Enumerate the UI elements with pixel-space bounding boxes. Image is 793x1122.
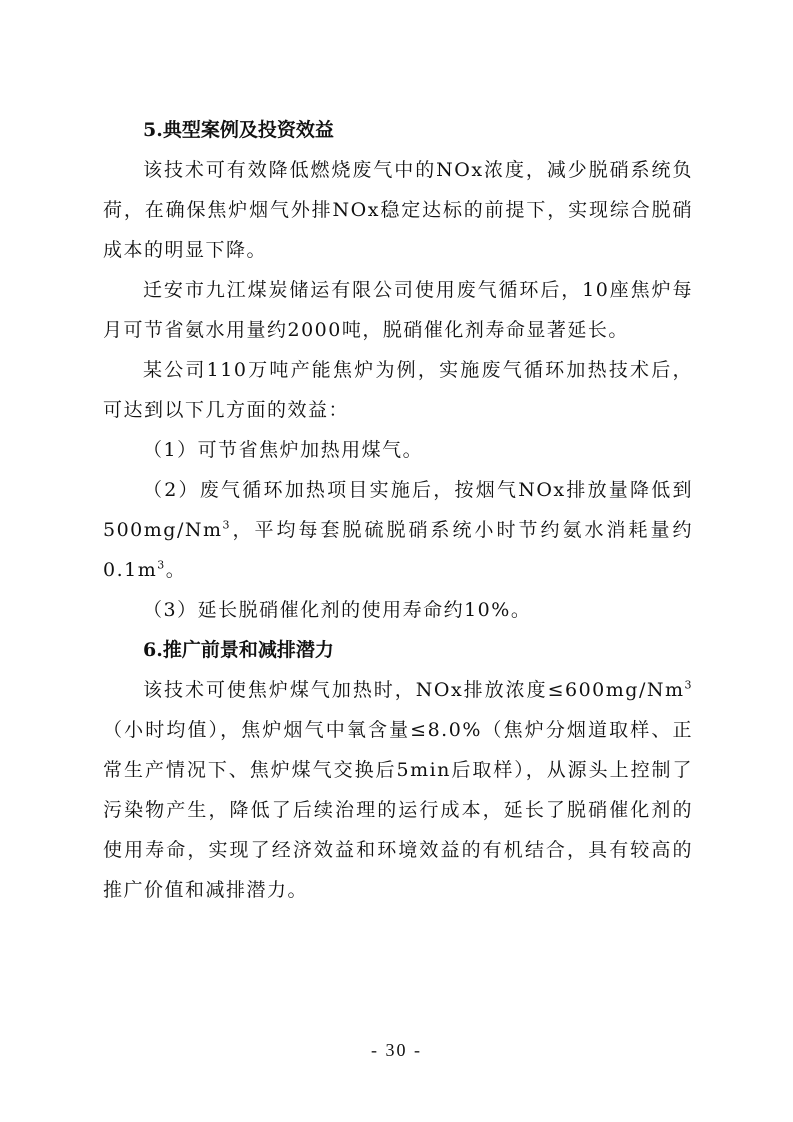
benefit-item-2-text-c: 。 <box>165 559 187 581</box>
paragraph-prospect-text-b: （小时均值），焦炉烟气中氧含量≤8.0%（焦炉分烟道取样、正常生产情况下、焦炉煤气交换后5min后取样），从源头上控制了污染物产生，降低了后续治理的运行成本，延长了脱硝催化剂的使用寿命，实现了经济效益和环境效益的有机结合，具有较高的推广价值和减排潜力。 <box>103 719 693 901</box>
section-heading-prospect: 6.推广前景和减排潜力 <box>143 639 334 661</box>
paragraph-prospect <box>103 670 693 910</box>
paragraph-case-intro: 该技术可有效降低燃烧废气中的NOx浓度，减少脱硝系统负荷，在确保焦炉烟气外排NOx稳定达标的前提下，实现综合脱硝成本的明显下降。 <box>103 159 693 261</box>
benefit-item-3: （3）延长脱硝催化剂的使用寿命约10%。 <box>143 599 532 621</box>
page-content <box>103 110 693 910</box>
page-number: - 30 - <box>371 1040 422 1060</box>
section-heading-case: 5.典型案例及投资效益 <box>143 119 334 141</box>
benefit-item-2-text-a: （2）废气循环加热项目实施后，按烟气NOx排放量降低到500mg/Nm <box>103 479 693 541</box>
benefit-item-2 <box>103 470 693 590</box>
superscript: 3 <box>157 558 166 572</box>
paragraph-case-example: 迁安市九江煤炭储运有限公司使用废气循环后，10座焦炉每月可节省氨水用量约2000吨，脱硝催化剂寿命显著延长。 <box>103 279 693 341</box>
benefit-item-2-text-b: ，平均每套脱硫脱硝系统小时节约氨水消耗量约0.1m <box>103 519 693 581</box>
paragraph-case-benefits-intro: 某公司110万吨产能焦炉为例，实施废气循环加热技术后，可达到以下几方面的效益： <box>103 359 693 421</box>
paragraph-prospect-text-a: 该技术可使焦炉煤气加热时，NOx排放浓度≤600mg/Nm <box>143 679 685 701</box>
superscript: 3 <box>222 518 231 532</box>
superscript: 3 <box>684 678 693 692</box>
benefit-item-1: （1）可节省焦炉加热用煤气。 <box>143 439 424 461</box>
